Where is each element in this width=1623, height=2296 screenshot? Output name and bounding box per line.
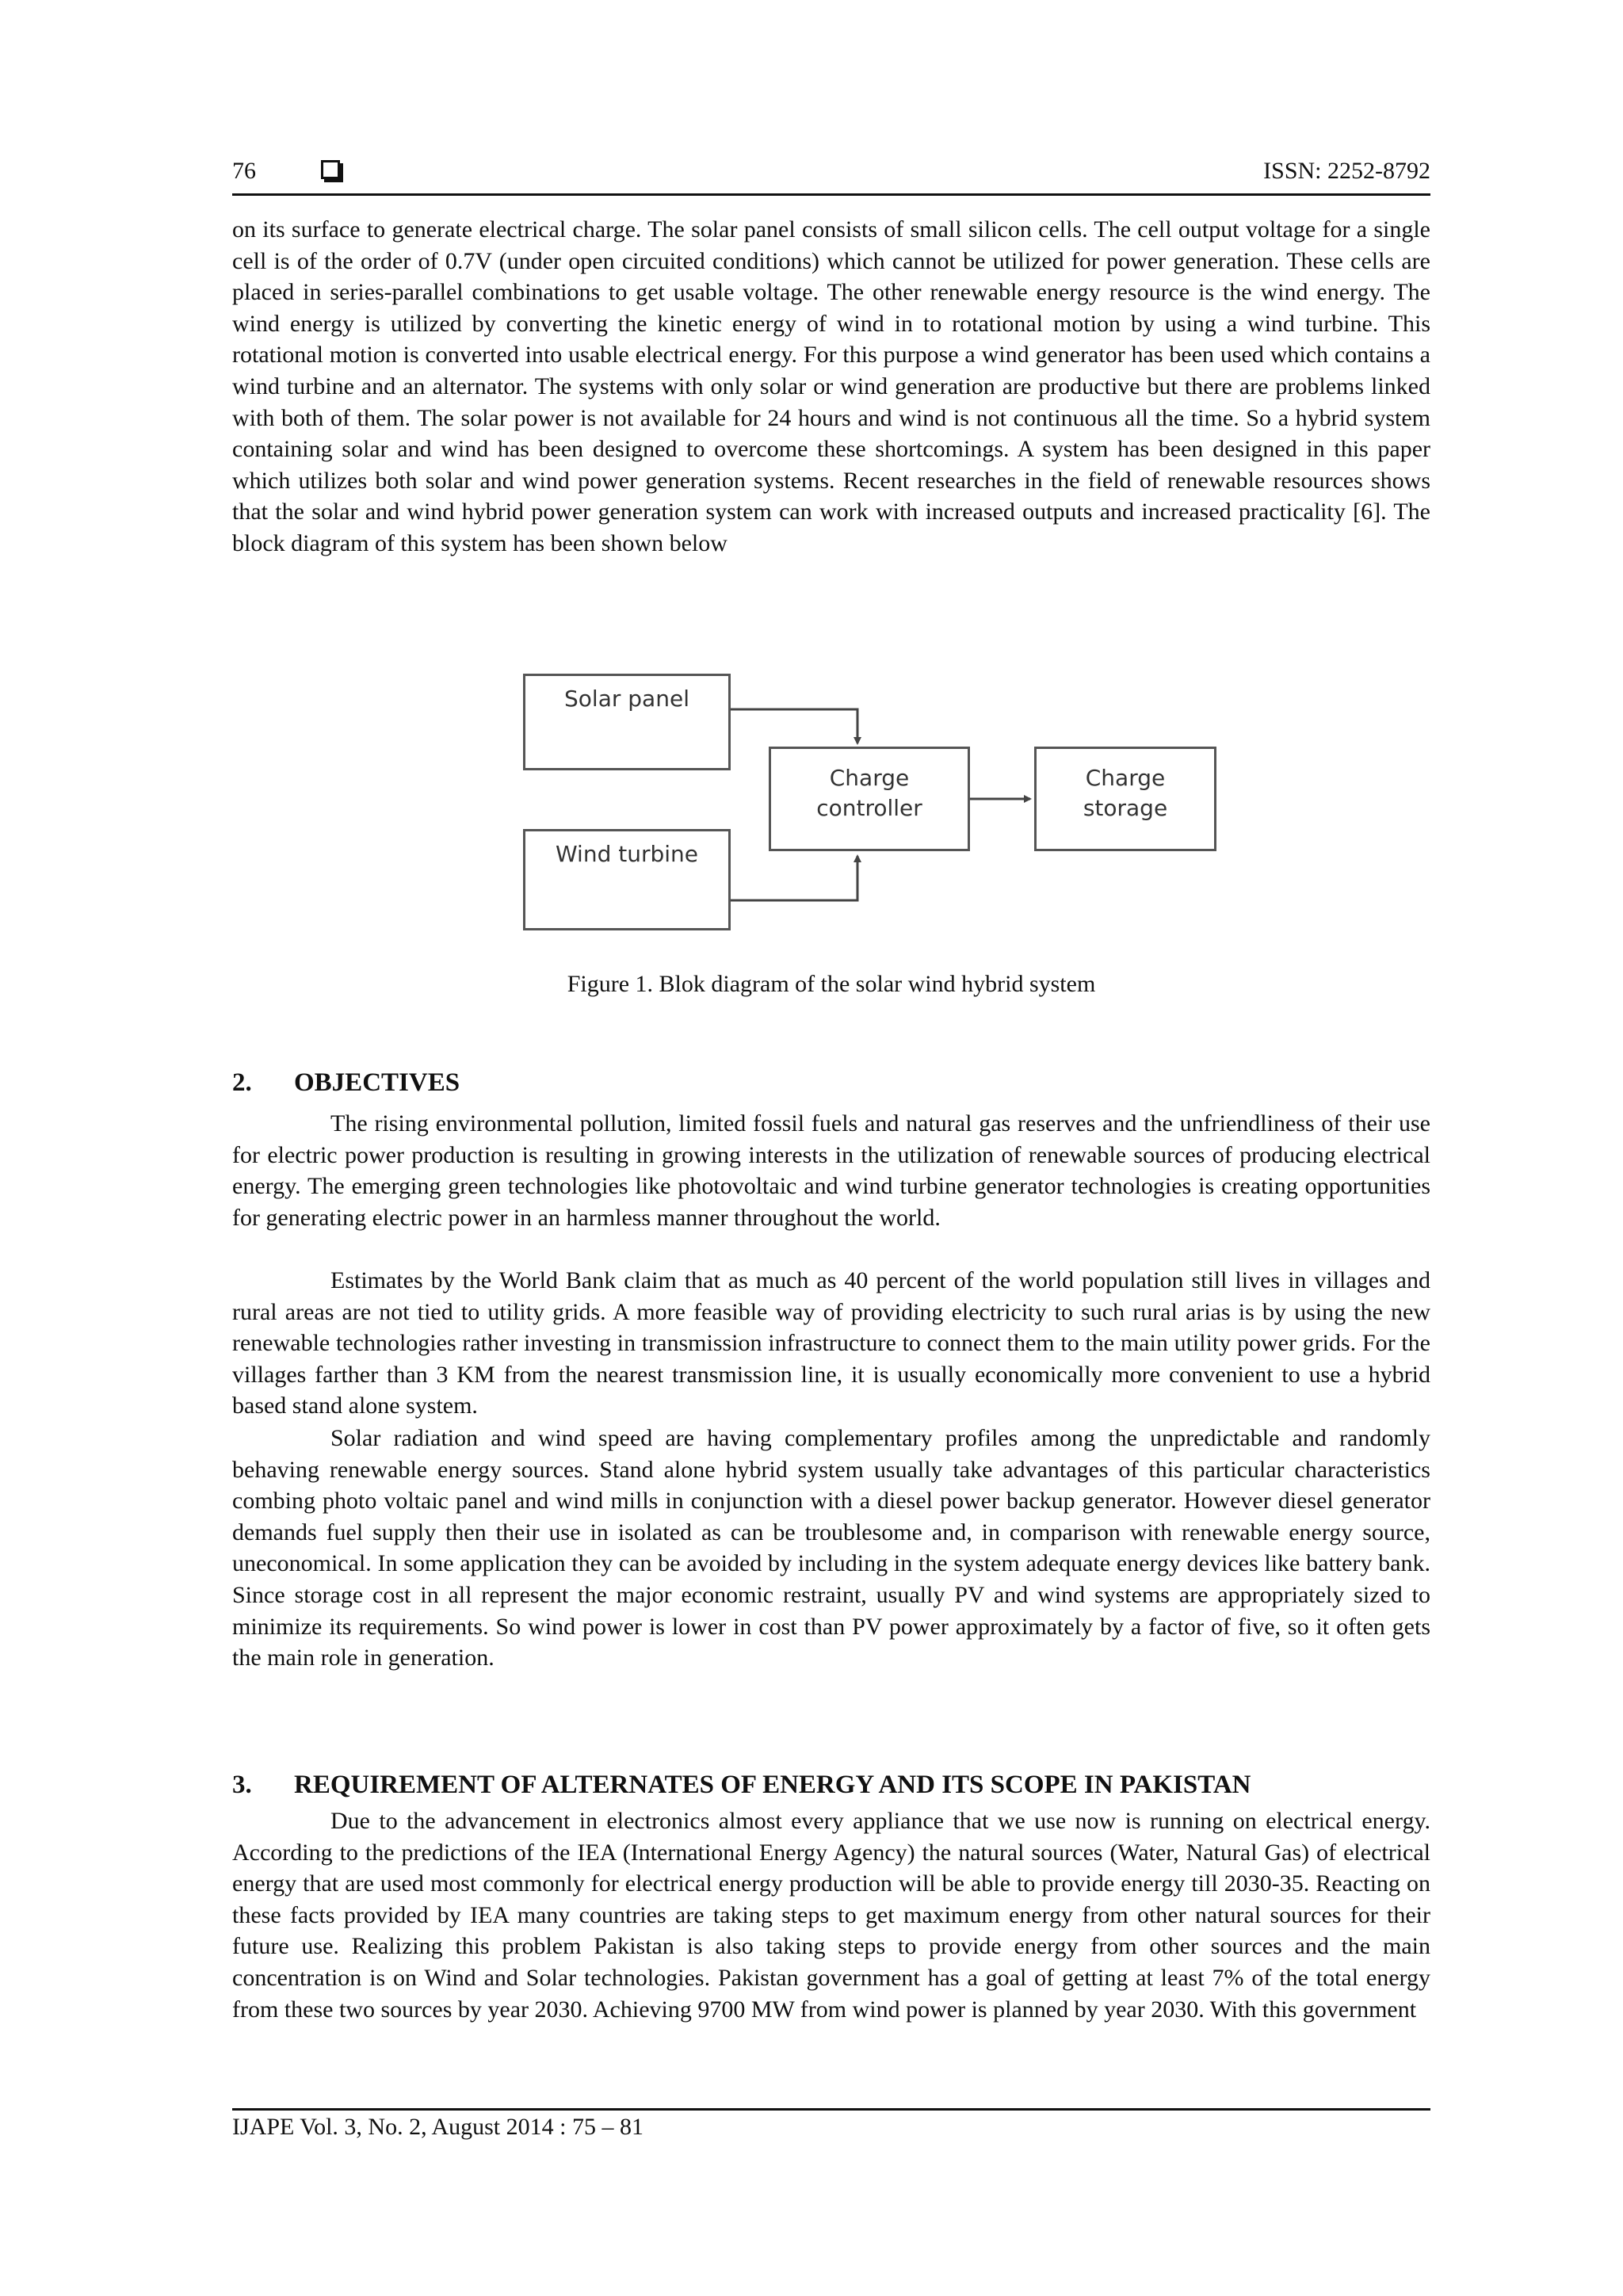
- wind-turbine-label: Wind turbine: [555, 841, 699, 867]
- solar-panel-block: [523, 674, 731, 770]
- section-3-title: REQUIREMENT OF ALTERNATES OF ENERGY AND ITS SCOPE IN PAKISTAN: [294, 1771, 1251, 1799]
- page-number: 76: [232, 158, 256, 184]
- intro-paragraph: on its surface to generate electrical charge. The solar panel consists of small silicon cells. The cell output voltage for a single cell is of the order of 0.7V (under open circuited conditions) which cannot be utilized for power generation. These cells are placed in series-parallel combinations to get usable voltage. The other renewable energy resource is the wind energy. The wind energy is utilized by converting the kinetic energy of wind in to rotational motion by using a wind turbine. This rotational motion is converted into usable electrical energy. For this purpose a wind generator has been used which contains a wind turbine and an alternator. The systems with only solar or wind generation are productive but there are problems linked with both of them. The solar power is not available for 24 hours and wind is not continuous all the time. So a hybrid system containing solar and wind has been designed to overcome these shortcomings. A system has been designed in this paper which utilizes both solar and wind power generation systems. Recent researches in the field of renewable resources shows that the solar and wind hybrid power generation system can work with increased outputs and increased practicality [6]. The block diagram of this system has been shown below: [232, 216, 1430, 556]
- section-3-paragraph: Due to the advancement in electronics almost every appliance that we use now is running on electrical energy. According to the predictions of the IEA (International Energy Agency) the natural sources (Water, Natural Gas) of electrical energy that are used most commonly for electrical energy production will be able to provide energy till 2030-35. Reacting on these facts provided by IEA many countries are taking steps to get maximum energy from other natural sources for their future use. Realizing this problem Pakistan is also taking steps to provide energy from other sources and the main concentration is on Wind and Solar technologies. Pakistan government has a goal of getting at least 7% of the total energy from these two sources by year 2030. Achieving 9700 MW from wind power is planned by year 2030. With this government: [232, 1808, 1430, 2023]
- section-2-heading: [232, 1067, 1430, 1098]
- charge-storage-block: [1034, 747, 1216, 851]
- section-3-number: 3.: [232, 1771, 252, 1799]
- objectives-paragraph-2: Estimates by the World Bank claim that as much as 40 percent of the world population still lives in villages and rural areas are not tied to utility grids. A more feasible way of providing electricity to such rural arias is by using the new renewable technologies rather investing in transmission infrastructure to connect them to the main utility power grids. For the villages farther than 3 KM from the nearest transmission line, it is usually economically more convenient to use a hybrid based stand alone system.: [232, 1267, 1430, 1419]
- objectives-paragraph-1: The rising environmental pollution, limited fossil fuels and natural gas reserves and the unfriendliness of their use for electric power production is resulting in growing interests in the utilization of renewable sources of producing electrical energy. The emerging green technologies like photovoltaic and wind turbine generator technologies is creating opportunities for generating electric power in an harmless manner throughout the world.: [232, 1110, 1430, 1231]
- charge-controller-label-line1: Charge: [829, 765, 910, 791]
- arrow-solar-to-controller: [731, 709, 857, 743]
- charge-storage-label-line2: storage: [1083, 795, 1168, 821]
- block-diagram-figure: [507, 664, 1236, 942]
- section-2-title: OBJECTIVES: [294, 1068, 460, 1097]
- figure-caption: Figure 1. Blok diagram of the solar wind hybrid system: [567, 971, 1096, 997]
- footer-rule: [232, 2108, 1430, 2111]
- page-footer: IJAPE Vol. 3, No. 2, August 2014 : 75 – 81: [232, 2114, 643, 2140]
- arrow-wind-to-controller: [731, 856, 857, 900]
- solar-panel-label: Solar panel: [564, 686, 689, 712]
- charge-storage-label-line1: Charge: [1085, 765, 1166, 791]
- page-header: [232, 155, 1430, 196]
- charge-controller-label-line2: controller: [816, 795, 922, 821]
- section-3-heading: [232, 1769, 1430, 1801]
- wind-turbine-block: [523, 829, 731, 930]
- issn: ISSN: 2252-8792: [1263, 158, 1430, 184]
- objectives-paragraph-3: Solar radiation and wind speed are having complementary profiles among the unpredictable and randomly behaving renewable energy sources. Stand alone hybrid system usually take advantages of this particular characteristics combing photo voltaic panel and wind mills in conjunction with a diesel power backup generator. However diesel generator demands fuel supply then their use in isolated as can be troublesome and, in comparison with renewable energy source, uneconomical. In some application they can be avoided by including in the system adequate energy devices like battery bank. Since storage cost in all represent the major economic restraint, usually PV and wind systems are appropriately sized to minimize its requirements. So wind power is lower in cost than PV power approximately by a factor of five, so it often gets the main role in generation.: [232, 1425, 1430, 1671]
- section-2-number: 2.: [232, 1068, 252, 1097]
- charge-controller-block: [769, 747, 970, 851]
- square-box-icon: [321, 160, 340, 179]
